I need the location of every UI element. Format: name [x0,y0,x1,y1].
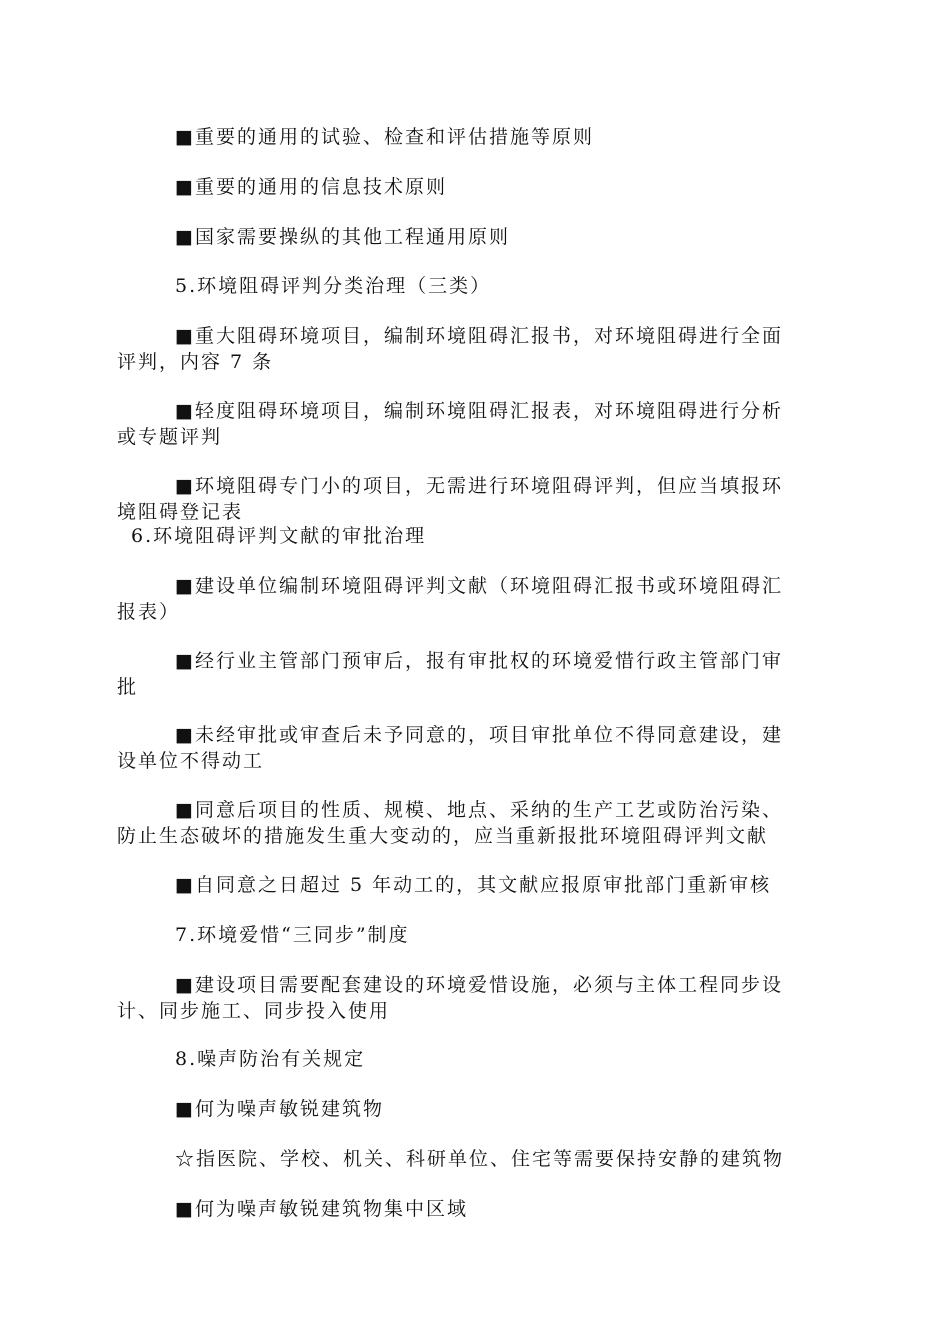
paragraph-line: ■经行业主管部门预审后，报有审批权的环境爱惜行政主管部门审 [175,650,783,672]
paragraph-line: ■重要的通用的试验、检查和评估措施等原则 [175,126,594,148]
paragraph-line: ■国家需要操纵的其他工程通用原则 [175,226,510,248]
paragraph-line: ■环境阻碍专门小的项目，无需进行环境阻碍评判，但应当填报环 [175,475,783,497]
paragraph-line: ■轻度阻碍环境项目，编制环境阻碍汇报表，对环境阻碍进行分析 [175,400,783,422]
section-heading: 6.环境阻碍评判文献的审批治理 [131,525,427,547]
paragraph-line: 报表） [117,601,181,623]
section-heading: 5.环境阻碍评判分类治理（三类） [175,275,492,297]
paragraph-line: ■重大阻碍环境项目，编制环境阻碍汇报书，对环境阻碍进行全面 [175,325,783,347]
paragraph-line: 防止生态破坏的措施发生重大变动的，应当重新报批环境阻碍评判文献 [117,825,769,847]
paragraph-line: ■自同意之日超过 5 年动工的，其文献应报原审批部门重新审核 [175,874,772,896]
paragraph-line: 设单位不得动工 [117,750,265,772]
paragraph-line: 评判，内容 7 条 [117,351,274,373]
paragraph-line: 境阻碍登记表 [117,501,244,523]
paragraph-line: ■同意后项目的性质、规模、地点、采纳的生产工艺或防治污染、 [175,799,783,821]
paragraph-line: ■何为噪声敏锐建筑物集中区域 [175,1198,468,1220]
paragraph-line: 批 [117,676,139,698]
paragraph-line: ■何为噪声敏锐建筑物 [175,1098,384,1120]
paragraph-line: ☆指医院、学校、机关、科研单位、住宅等需要保持安静的建筑物 [175,1148,785,1170]
paragraph-line: 或专题评判 [117,426,223,448]
section-heading: 7.环境爱惜“三同步”制度 [175,924,410,946]
section-heading: 8.噪声防治有关规定 [175,1048,366,1070]
paragraph-line: ■建设项目需要配套建设的环境爱惜设施，必须与主体工程同步设 [175,974,783,996]
paragraph-line: 计、同步施工、同步投入使用 [117,1000,391,1022]
paragraph-line: ■重要的通用的信息技术原则 [175,176,447,198]
paragraph-line: ■建设单位编制环境阻碍评判文献（环境阻碍汇报书或环境阻碍汇 [175,575,783,597]
paragraph-line: ■未经审批或审查后未予同意的，项目审批单位不得同意建设，建 [175,724,783,746]
